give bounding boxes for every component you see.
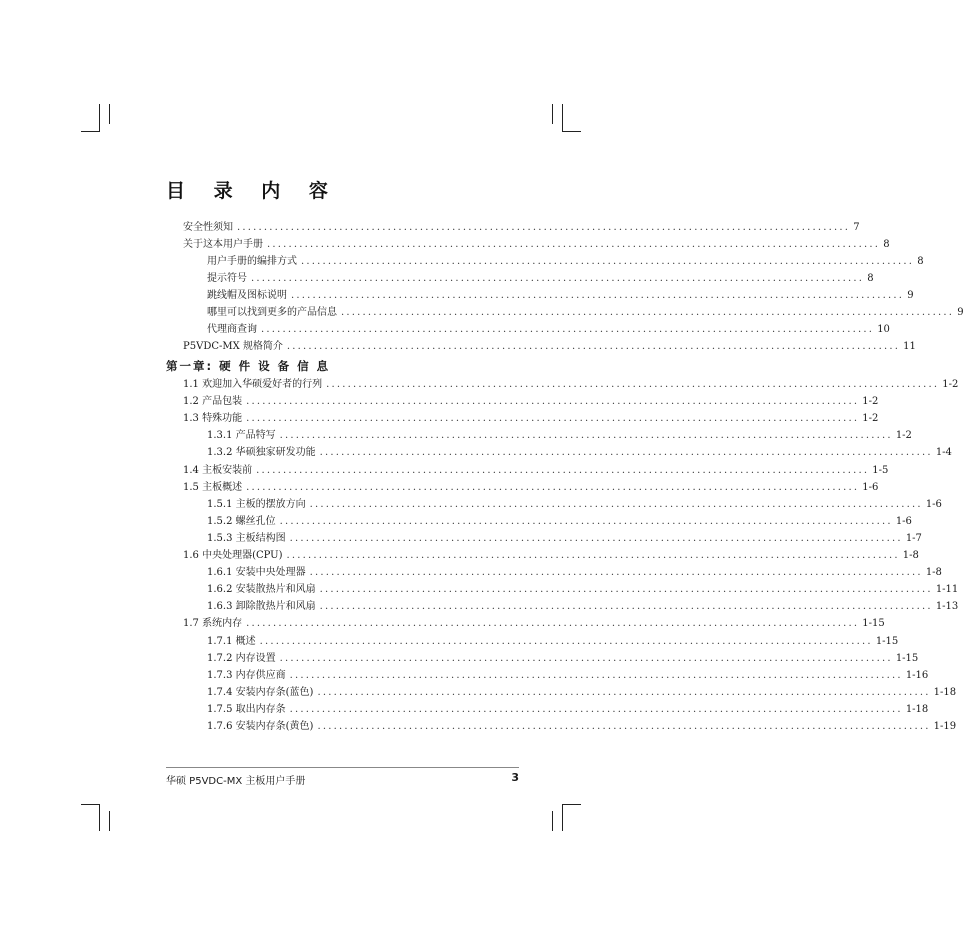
toc-entry-label: 1.7.5 取出内存条 [207,703,286,715]
toc-dot-leader: .................................................................................................................. [319,601,933,613]
toc-entry-label: 1.5 主板概述 [183,481,243,493]
toc-entry-label: 跳线帽及图标说明 [207,290,287,301]
toc-dot-leader: .................................................................................................................. [279,430,893,442]
toc-entry-page: 1-2 [942,379,959,390]
footer-rule [166,767,519,768]
toc-entry-label: 1.5.1 主板的摆放方向 [207,498,306,510]
toc-entry-label: P5VDC-MX 规格简介 [183,341,283,352]
toc-entry-label: 1.6.3 卸除散热片和风扇 [207,601,316,613]
toc-entry-label: 1.3 特殊功能 [183,413,243,425]
toc-entry-page: 1-6 [895,515,912,527]
toc-entry-page: 1-15 [895,652,919,664]
toc-entry-label: 1.5.3 主板结构图 [207,532,286,544]
toc-entry-page: 1-8 [925,567,942,579]
toc-entry-page: 7 [853,222,860,233]
toc-dot-leader: .................................................................................................................. [246,396,860,408]
toc-dot-leader: .................................................................................................................. [309,567,923,579]
toc-dot-leader: .................................................................................................................. [256,464,870,476]
toc-entry-label: 1.3.1 产品特写 [207,430,276,442]
toc-entry[interactable] [183,480,879,496]
toc-entry[interactable] [207,428,912,444]
toc-entry[interactable] [207,288,914,304]
toc-entry-label: 1.7.2 内存设置 [207,652,276,664]
toc-entry[interactable] [183,411,879,427]
toc-entry[interactable] [183,463,889,479]
toc-entry-page: 1-19 [933,721,957,732]
toc-entry-page: 1-5 [872,464,889,476]
toc-entry-label: 1.1 欢迎加入华硕爱好者的行列 [183,379,323,390]
chapter-heading: 第一章: 硬 件 设 备 信 息 [166,359,331,373]
toc-dot-leader: .................................................................................................................. [261,324,875,335]
toc-entry-label: 1.7.6 安装内存条(黄色) [207,721,314,732]
toc-dot-leader: .................................................................................................................. [279,652,893,664]
toc-dot-leader: .................................................................................................................. [289,532,903,544]
toc-entry-page: 8 [883,239,890,250]
toc-entry-label: 1.7.1 概述 [207,635,256,647]
toc-dot-leader: .................................................................................................................. [259,635,873,647]
toc-dot-leader: .................................................................................................................. [291,290,905,301]
toc-dot-leader: .................................................................................................................. [286,550,900,561]
toc-entry[interactable] [183,616,885,632]
toc-entry-page: 1-8 [902,550,919,561]
toc-dot-leader: .................................................................................................................. [317,686,931,698]
toc-entry-page: 1-4 [935,447,952,459]
toc-entry[interactable] [207,685,957,701]
toc-entry-label: 安全性须知 [183,222,233,233]
toc-entry-page: 10 [877,324,890,335]
toc-entry[interactable] [207,668,929,684]
toc-dot-leader: .................................................................................................................. [341,307,955,318]
toc-entry[interactable] [207,565,942,581]
toc-entry[interactable] [207,305,964,321]
toc-entry-page: 1-16 [905,669,929,681]
toc-entry-page: 1-7 [905,532,922,544]
toc-dot-leader: .................................................................................................................. [319,447,933,459]
toc-entry-label: 1.7 系统内存 [183,618,243,630]
toc-entry-label: 1.6 中央处理器(CPU) [183,550,283,561]
toc-dot-leader: .................................................................................................................. [326,379,940,390]
toc-entry-label: 1.7.4 安装内存条(蓝色) [207,686,314,698]
toc-entry-label: 1.7.3 内存供应商 [207,669,286,681]
toc-entry[interactable] [183,548,919,564]
toc-entry[interactable] [207,719,957,735]
toc-dot-leader: .................................................................................................................. [279,515,893,527]
toc-entry-label: 用户手册的编排方式 [207,256,297,267]
toc-entry[interactable] [207,531,922,547]
toc-entry[interactable] [207,322,890,338]
toc-entry-page: 1-6 [925,498,942,510]
toc-entry-label: 1.2 产品包装 [183,396,243,408]
toc-entry[interactable] [207,497,942,513]
toc-entry-page: 9 [957,307,964,318]
toc-entry-label: 提示符号 [207,273,247,284]
toc-entry-page: 8 [867,273,874,284]
toc-entry[interactable] [207,445,952,461]
toc-entry[interactable] [207,651,919,667]
toc-entry-page: 1-2 [862,413,879,425]
toc-entry-label: 1.5.2 螺丝孔位 [207,515,276,527]
toc-dot-leader: .................................................................................................................. [319,584,933,596]
toc-entry-label: 1.6.2 安装散热片和风扇 [207,584,316,596]
toc-entry[interactable] [207,599,959,615]
toc-dot-leader: .................................................................................................................. [246,618,860,630]
toc-entry[interactable] [207,582,959,598]
toc-dot-leader: .................................................................................................................. [301,256,915,267]
toc-dot-leader: .................................................................................................................. [246,413,860,425]
toc-entry-page: 1-13 [935,601,959,613]
toc-dot-leader: .................................................................................................................. [309,498,923,510]
toc-entry[interactable] [183,339,916,355]
toc-entry-label: 哪里可以找到更多的产品信息 [207,307,337,318]
toc-entry[interactable] [207,254,924,270]
toc-entry[interactable] [183,237,890,253]
toc-entry[interactable] [207,634,899,650]
toc-dot-leader: .................................................................................................................. [317,721,931,732]
toc-entry-label: 1.3.2 华硕独家研发功能 [207,447,316,459]
toc-dot-leader: .................................................................................................................. [286,341,901,352]
toc-entry-page: 1-15 [875,635,899,647]
toc-entry[interactable] [207,514,912,530]
toc-dot-leader: .................................................................................................................. [251,273,865,284]
toc-dot-leader: .................................................................................................................. [267,239,881,250]
toc-entry-page: 8 [917,256,924,267]
footer-title: 华硕 P5VDC-MX 主板用户手册 [166,776,306,787]
toc-entry-label: 1.6.1 安装中央处理器 [207,567,306,579]
toc-entry[interactable] [183,220,860,236]
toc-entry-page: 1-18 [933,686,957,698]
toc-entry-label: 1.4 主板安装前 [183,464,253,476]
toc-entry-page: 1-11 [935,584,959,596]
toc-dot-leader: .................................................................................................................. [246,481,860,493]
page-title: 目 录 内 容 [166,180,339,202]
toc-dot-leader: .................................................................................................................. [237,222,851,233]
toc-entry-page: 1-6 [862,481,879,493]
toc-entry-page: 1-15 [862,618,885,630]
toc-entry-page: 1-2 [862,396,879,408]
toc-entry-label: 关于这本用户手册 [183,239,263,250]
toc-entry-page: 11 [903,341,916,352]
toc-entry[interactable] [183,377,959,393]
toc-entry-page: 1-2 [895,430,912,442]
toc-entry[interactable] [207,702,929,718]
footer-page-number: 3 [511,771,519,784]
toc-dot-leader: .................................................................................................................. [289,669,903,681]
toc-entry[interactable] [207,271,874,287]
toc-entry-page: 1-18 [905,703,929,715]
toc-entry[interactable] [183,394,879,410]
toc-entry-page: 9 [907,290,914,301]
toc-entry-label: 代理商查询 [207,324,257,335]
toc-dot-leader: .................................................................................................................. [289,703,903,715]
